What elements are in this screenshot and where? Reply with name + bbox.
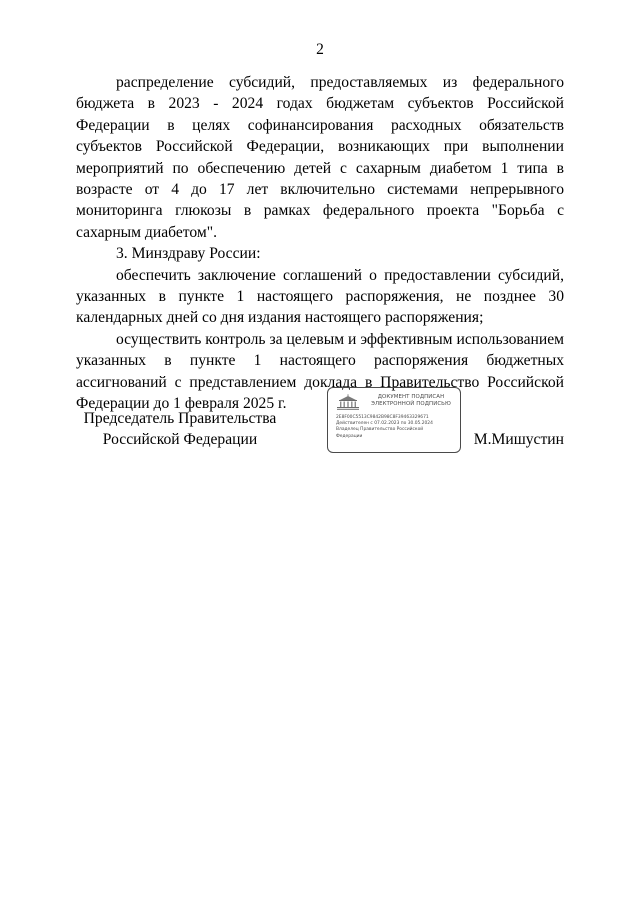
signatory-title-line-2: Российской Федерации xyxy=(102,431,258,448)
paragraph-agreements: обеспечить заключение соглашений о предоставлении субсидий, указанных в пункте 1 настоящего распоряжения, не позднее 30 календарных дней со дня издания настоящего распоряжения; xyxy=(76,266,564,327)
stamp-certificate-number: 2E8F00C5513C9842B98C8F39463329671 xyxy=(336,415,429,420)
stamp-header xyxy=(364,394,458,408)
stamp-header-line-2: ЭЛЕКТРОННОЙ ПОДПИСЬЮ xyxy=(371,401,451,407)
signatory-title-line-1: Председатель Правительства xyxy=(83,410,277,427)
stamp-owner-line-1: Владелец Правительство Российской xyxy=(336,427,424,433)
paragraph-item-3-heading: 3. Минздраву России: xyxy=(116,245,261,263)
stamp-details xyxy=(336,415,460,440)
stamp-validity: Действителен с 07.02.2023 по 30.05.2024 xyxy=(336,421,433,427)
paragraph-control: осуществить контроль за целевым и эффективным использованием указанных в пункте 1 настоящего распоряжения бюджетных ассигнований с представлением доклада в Правительство Российской Федерации до 1 февраля 2025 г. xyxy=(76,330,564,413)
signatory-name: М.Мишустин xyxy=(473,431,564,448)
paragraph-subsidy-distribution: распределение субсидий, предоставляемых из федерального бюджета в 2023 - 2024 годах бюджетам субъектов Российской Федерации в целях софинансирования расходных обязательств субъектов Российской Федерации, возникающих при выполнении мероприятий по обеспечению детей с сахарным диабетом 1 типа в возрасте от 4 до 17 лет включительно системами непрерывного мониторинга глюкозы в рамках федерального проекта "Борьба с сахарным диабетом". xyxy=(76,74,564,241)
stamp-header-line-1: ДОКУМЕНТ ПОДПИСАН xyxy=(377,394,445,400)
electronic-signature-stamp xyxy=(327,387,461,453)
signatory-title xyxy=(78,408,282,450)
stamp-owner-line-2: Федерации xyxy=(336,433,363,439)
document-body xyxy=(76,72,564,415)
page-number: 2 xyxy=(316,41,324,58)
coat-of-arms-icon xyxy=(336,394,360,412)
